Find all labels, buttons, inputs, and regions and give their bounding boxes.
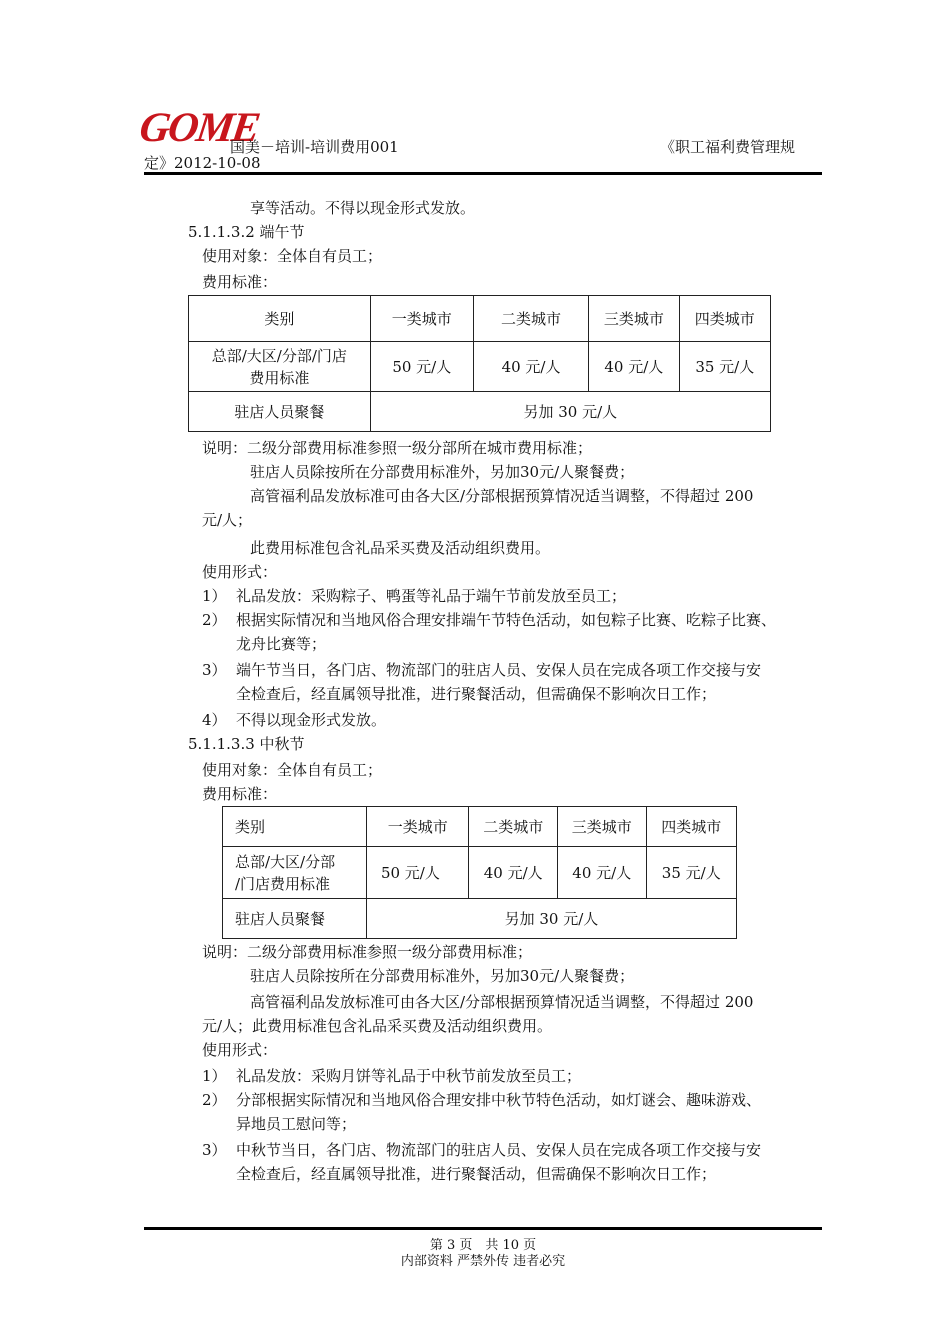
table-cell: 另加 30 元/人 — [366, 899, 736, 939]
text-line: 使用对象：全体自有员工； — [202, 247, 383, 265]
doc-title-part2: 定》2012-10-08 — [144, 154, 261, 172]
section-heading-mid-autumn: 5.1.1.3.3 中秋节 — [188, 735, 305, 753]
table-cell: 40 元/人 — [558, 847, 647, 899]
text-line: 说明：二级分部费用标准参照一级分部费用标准； — [202, 943, 533, 961]
text-line: 费用标准： — [202, 273, 278, 291]
table-cell: 总部/大区/分部/门店 费用标准 — [189, 342, 371, 392]
list-number: 2） — [202, 611, 227, 629]
list-number: 1） — [202, 1067, 227, 1085]
table-cell: 二类城市 — [473, 296, 588, 342]
text-line: 此费用标准包含礼品采买费及活动组织费用。 — [250, 539, 551, 557]
doc-code: 国美－培训-培训费用001 — [230, 138, 399, 156]
gome-logo: GOME — [136, 105, 262, 151]
table-cell: 一类城市 — [370, 296, 473, 342]
table-cell: 40 元/人 — [469, 847, 558, 899]
list-number: 3） — [202, 1141, 227, 1159]
table-cell: 四类城市 — [646, 807, 736, 847]
text-line: 享等活动。不得以现金形式发放。 — [250, 199, 476, 217]
table-cell: 四类城市 — [679, 296, 770, 342]
table-cell: 50 元/人 — [370, 342, 473, 392]
fee-table-dragon-boat — [188, 295, 771, 432]
list-item-continued: 全检查后，经直属领导批准，进行聚餐活动，但需确保不影响次日工作； — [236, 685, 717, 703]
list-item-continued: 异地员工慰问等； — [236, 1115, 357, 1133]
fee-table-mid-autumn — [222, 806, 737, 939]
text-line: 高管福利品发放标准可由各大区/分部根据预算情况适当调整，不得超过 200 — [250, 487, 754, 505]
table-cell: 三类城市 — [558, 807, 647, 847]
table-cell: 35 元/人 — [679, 342, 770, 392]
table-cell: 驻店人员聚餐 — [223, 899, 367, 939]
list-item: 分部根据实际情况和当地风俗合理安排中秋节特色活动，如灯谜会、趣味游戏、 — [236, 1091, 762, 1109]
table-row — [189, 342, 771, 392]
list-number: 4） — [202, 711, 227, 729]
section-heading-dragon-boat: 5.1.1.3.2 端午节 — [188, 223, 305, 241]
list-item: 礼品发放：采购粽子、鸭蛋等礼品于端午节前发放至员工； — [236, 587, 627, 605]
text-line: 使用对象：全体自有员工； — [202, 761, 383, 779]
list-item: 不得以现金形式发放。 — [236, 711, 387, 729]
text-line: 驻店人员除按所在分部费用标准外，另加30元/人聚餐费； — [250, 463, 635, 481]
text-line: 使用形式： — [202, 1041, 278, 1059]
confidential-notice: 内部资料 严禁外传 违者必究 — [400, 1254, 566, 1269]
table-row — [189, 392, 771, 432]
list-number: 1） — [202, 587, 227, 605]
table-row — [223, 847, 737, 899]
header-rule — [144, 172, 822, 175]
table-cell: 驻店人员聚餐 — [189, 392, 371, 432]
text-line: 驻店人员除按所在分部费用标准外，另加30元/人聚餐费； — [250, 967, 635, 985]
table-header-row — [189, 296, 771, 342]
list-number: 2） — [202, 1091, 227, 1109]
text-line: 使用形式： — [202, 563, 278, 581]
text-line: 说明：二级分部费用标准参照一级分部所在城市费用标准； — [202, 439, 593, 457]
list-item: 端午节当日，各门店、物流部门的驻店人员、安保人员在完成各项工作交接与安 — [236, 661, 762, 679]
list-item: 中秋节当日，各门店、物流部门的驻店人员、安保人员在完成各项工作交接与安 — [236, 1141, 762, 1159]
table-cell: 类别 — [223, 807, 367, 847]
text-line: 费用标准： — [202, 785, 278, 803]
list-item: 根据实际情况和当地风俗合理安排端午节特色活动，如包粽子比赛、吃粽子比赛、 — [236, 611, 777, 629]
table-header-row — [223, 807, 737, 847]
list-number: 3） — [202, 661, 227, 679]
table-cell: 总部/大区/分部 /门店费用标准 — [223, 847, 367, 899]
table-cell: 35 元/人 — [646, 847, 736, 899]
table-cell: 类别 — [189, 296, 371, 342]
text-line: 高管福利品发放标准可由各大区/分部根据预算情况适当调整，不得超过 200 — [250, 993, 754, 1011]
table-row — [223, 899, 737, 939]
table-cell: 二类城市 — [469, 807, 558, 847]
page-number: 第 3 页 共 10 页 — [429, 1238, 537, 1253]
text-line: 元/人；此费用标准包含礼品采买费及活动组织费用。 — [202, 1017, 553, 1035]
footer-rule — [144, 1227, 822, 1230]
table-cell: 另加 30 元/人 — [370, 392, 770, 432]
table-cell: 40 元/人 — [589, 342, 679, 392]
table-cell: 一类城市 — [366, 807, 469, 847]
table-cell: 50 元/人 — [366, 847, 469, 899]
list-item: 礼品发放：采购月饼等礼品于中秋节前发放至员工； — [236, 1067, 582, 1085]
list-item-continued: 龙舟比赛等； — [236, 635, 327, 653]
list-item-continued: 全检查后，经直属领导批准，进行聚餐活动，但需确保不影响次日工作； — [236, 1165, 717, 1183]
doc-title-part1: 《职工福利费管理规 — [660, 138, 796, 156]
text-line: 元/人； — [202, 511, 253, 529]
table-cell: 三类城市 — [589, 296, 679, 342]
table-cell: 40 元/人 — [473, 342, 588, 392]
